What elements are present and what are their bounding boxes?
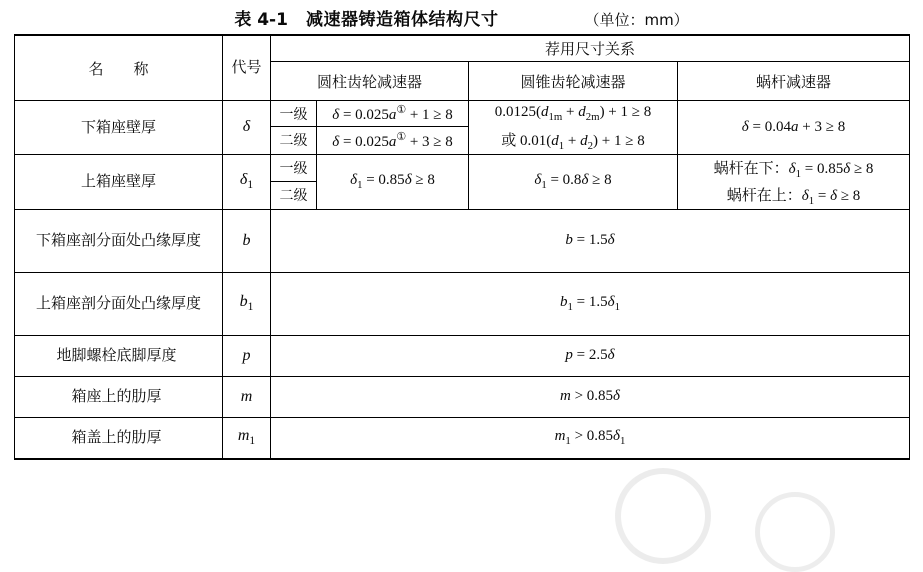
table-row	[15, 101, 910, 127]
table-row	[15, 376, 910, 417]
formula-bevel-upper-wall: $\delta_1 = 0.8\delta \ge 8$	[469, 154, 678, 209]
table-row	[15, 272, 910, 335]
table-title	[14, 0, 909, 34]
header-type-worm: 蜗杆减速器	[678, 62, 910, 101]
header-type-cylindrical: 圆柱齿轮减速器	[271, 62, 469, 101]
table-row	[15, 154, 910, 182]
row-symbol-lower-wall: δ	[223, 101, 271, 155]
row-symbol-cover-rib: $m_1$	[223, 417, 271, 459]
grade-two-label-2: 二级	[271, 182, 317, 210]
header-relation: 荐用尺寸关系	[271, 35, 910, 62]
formula-cyl-upper-wall: $\delta_1 = 0.85\delta \ge 8$	[317, 154, 469, 209]
table-row	[15, 335, 910, 376]
row-name-cover-rib: 箱盖上的肋厚	[15, 417, 223, 459]
table-row	[15, 417, 910, 459]
row-symbol-lower-flange: b	[223, 209, 271, 272]
header-symbol-text: 代号	[231, 58, 262, 77]
row-name-upper-wall: 上箱座壁厚	[15, 154, 223, 209]
header-symbol	[223, 35, 271, 101]
formula-bevel-line2: 或 $0.01(d_1 + d_2) + 1 \ge 8$	[469, 127, 678, 155]
row-name-lower-flange: 下箱座剖分面处凸缘厚度	[15, 209, 223, 272]
formula-cyl-grade1: δ = 0.025a① + 1 ≥ 8	[317, 101, 469, 127]
grade-one-label-2: 一级	[271, 154, 317, 182]
formula-bevel-line1: $0.0125(d_{1m} + d_{2m}) + 1 \ge 8$	[469, 101, 678, 127]
watermark	[605, 450, 905, 570]
grade-one-label: 一级	[271, 101, 317, 127]
formula-cyl-grade2: δ = 0.025a① + 3 ≥ 8	[317, 127, 469, 155]
row-name-foot-thickness: 地脚螺栓底脚厚度	[15, 335, 223, 376]
table-unit-note: （单位：mm）	[584, 11, 689, 29]
formula-upper-flange: $b_1 = 1.5\delta_1$	[271, 272, 910, 335]
header-type-bevel: 圆锥齿轮减速器	[469, 62, 678, 101]
table-title-text: 减速器铸造箱体结构尺寸	[305, 10, 499, 30]
formula-lower-flange: b = 1.5δ	[271, 209, 910, 272]
grade-two-label: 二级	[271, 127, 317, 155]
row-name-base-rib: 箱座上的肋厚	[15, 376, 223, 417]
row-name-lower-wall: 下箱座壁厚	[15, 101, 223, 155]
row-symbol-upper-flange: $b_1$	[223, 272, 271, 335]
row-symbol-upper-wall: $\delta_1$	[223, 154, 271, 209]
formula-worm-down: 蜗杆在下：$\delta_1 = 0.85\delta \ge 8$	[678, 154, 910, 182]
formula-worm-lower-wall: δ = 0.04a + 3 ≥ 8	[678, 101, 910, 155]
table-row	[15, 209, 910, 272]
formula-base-rib: m > 0.85δ	[271, 376, 910, 417]
table-number: 表 4-1	[234, 10, 288, 30]
row-name-upper-flange: 上箱座剖分面处凸缘厚度	[15, 272, 223, 335]
row-symbol-foot-thickness: p	[223, 335, 271, 376]
gearbox-dimension-table	[14, 34, 910, 460]
formula-worm-up: 蜗杆在上：$\delta_1 = \delta \ge 8$	[678, 182, 910, 210]
table-header-row-1	[15, 35, 910, 62]
header-name: 名 称	[15, 35, 223, 101]
formula-cover-rib: $m_1 > 0.85\delta_1$	[271, 417, 910, 459]
row-symbol-base-rib: m	[223, 376, 271, 417]
formula-foot-thickness: p = 2.5δ	[271, 335, 910, 376]
